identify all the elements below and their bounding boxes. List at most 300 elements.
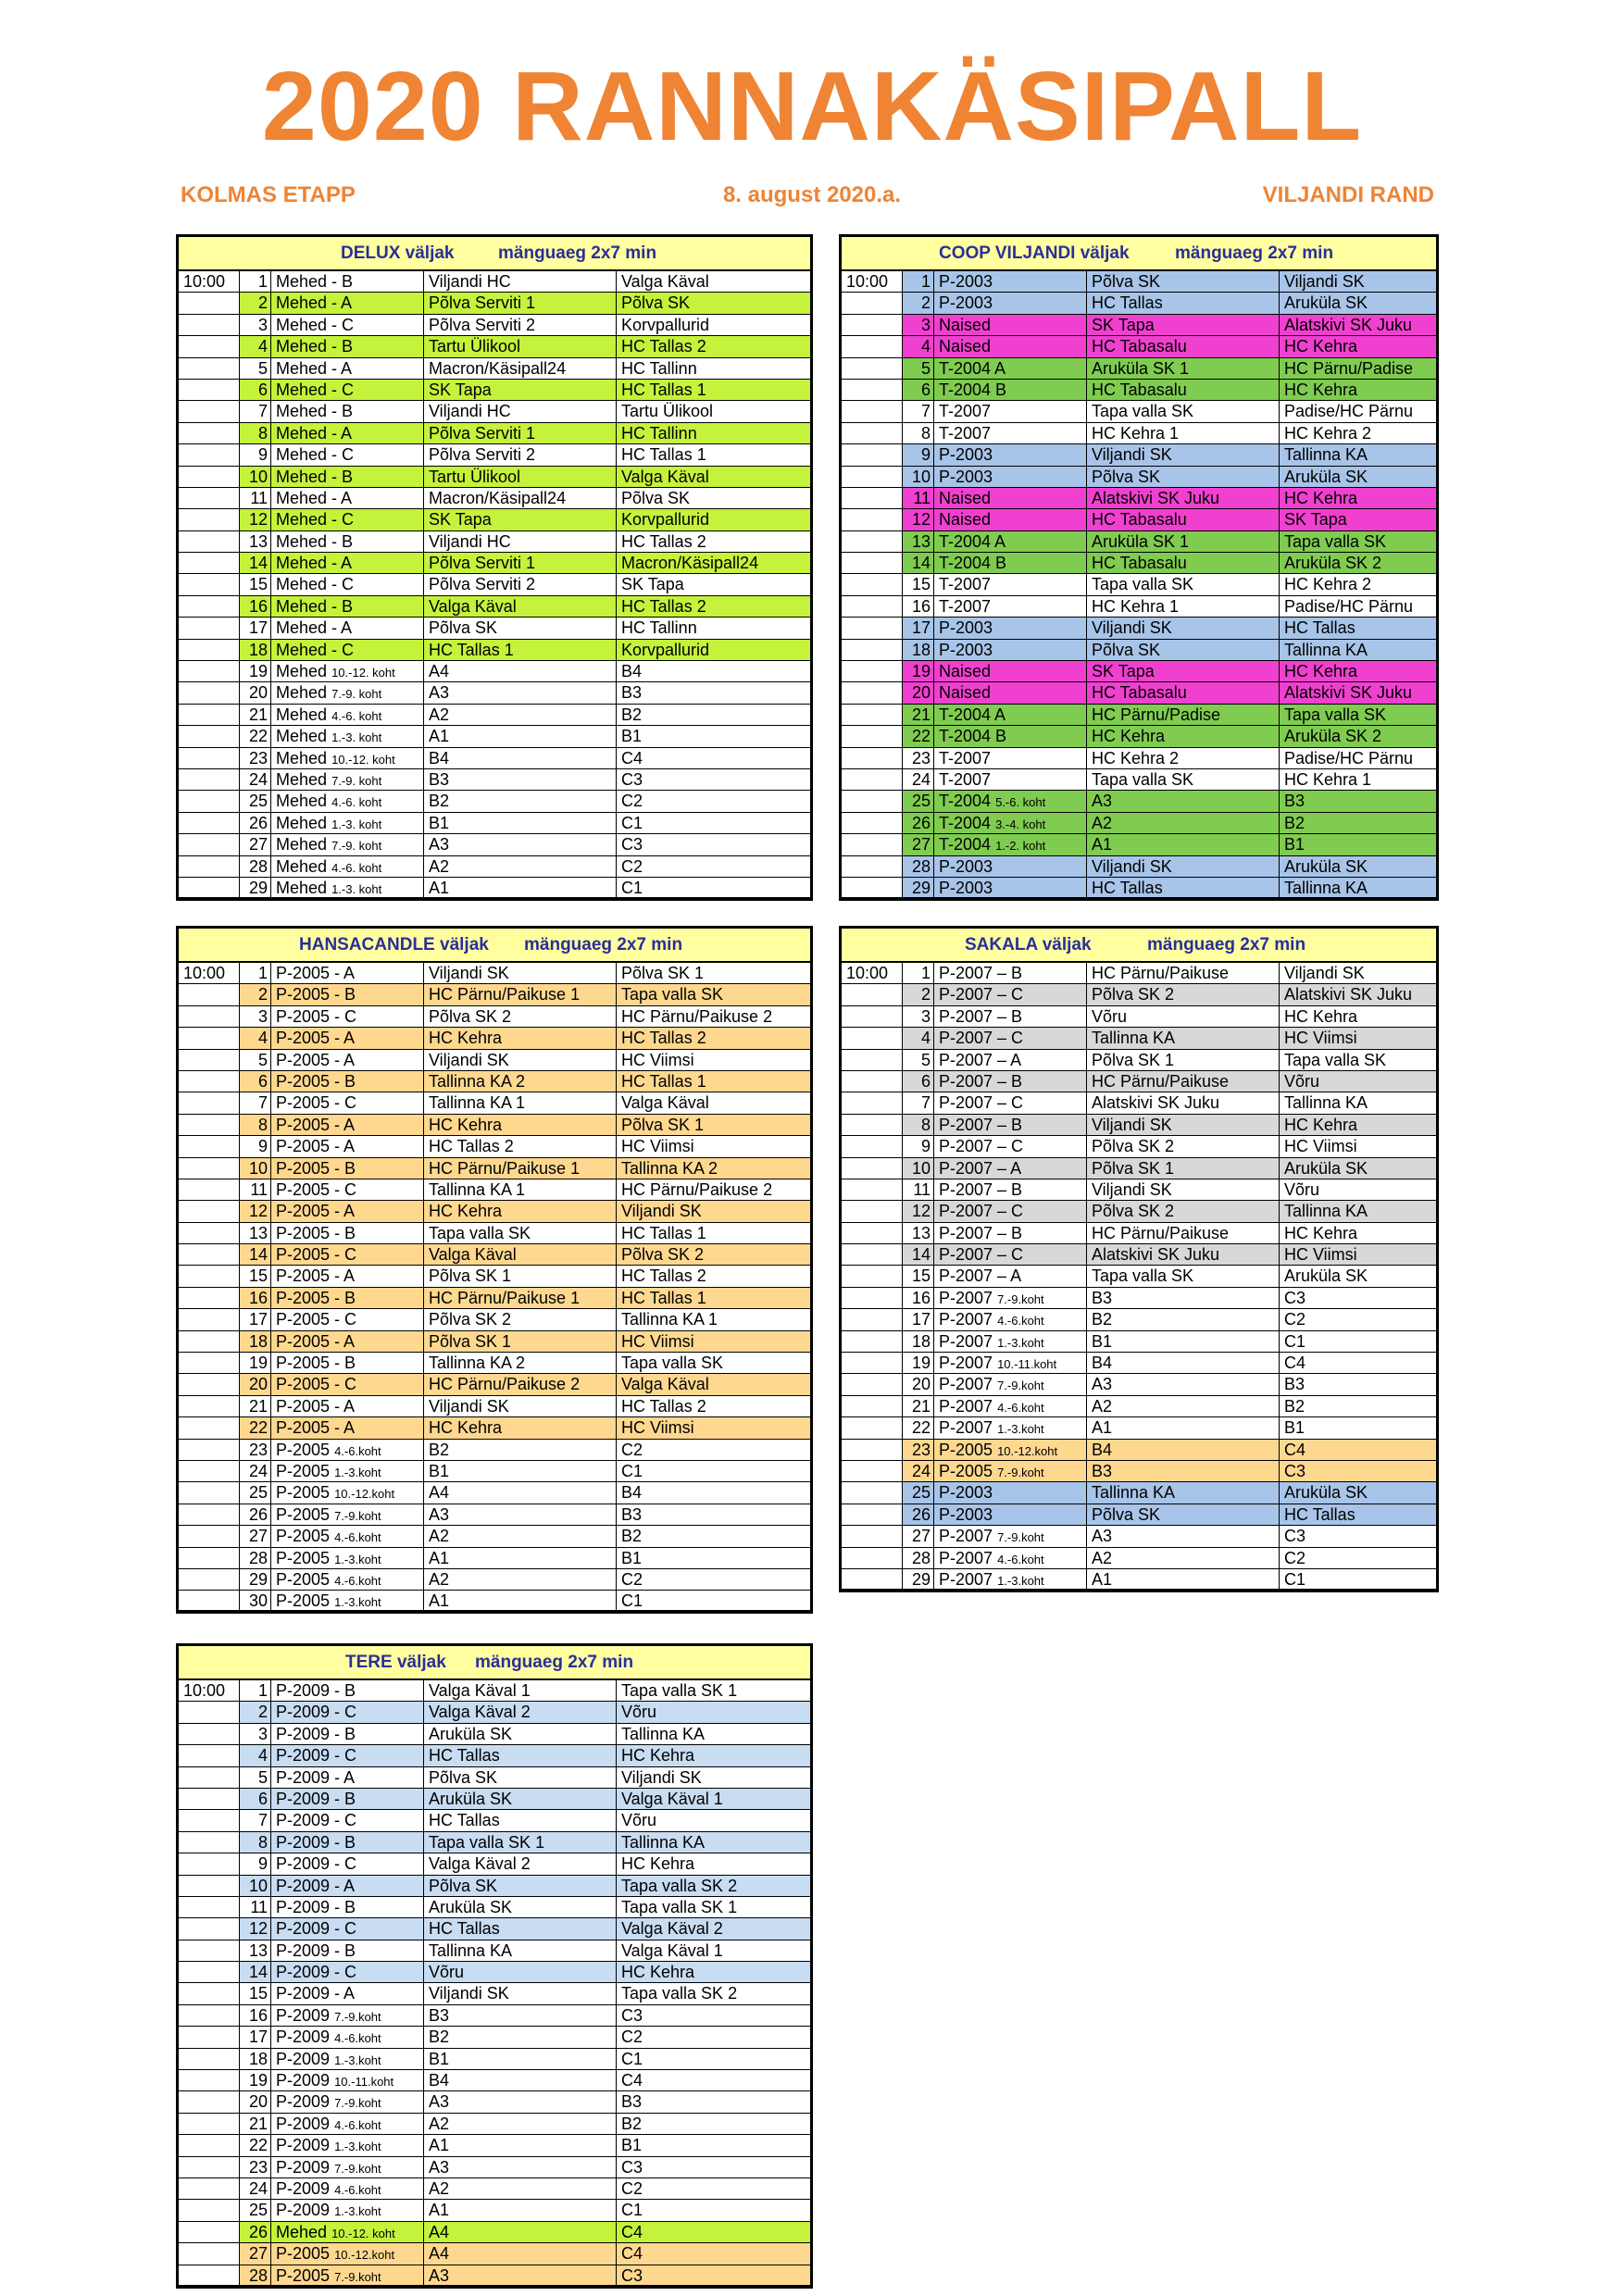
game-number: 21: [903, 1396, 934, 1417]
table-row: [179, 380, 810, 401]
start-time-cell: [842, 682, 903, 704]
game-number: 20: [903, 1374, 934, 1395]
away-team: C3: [617, 2265, 810, 2286]
start-time-cell: [179, 1767, 240, 1789]
category-label: Mehed: [276, 662, 328, 681]
home-team: A2: [1087, 1396, 1280, 1417]
away-team: B2: [1280, 813, 1436, 834]
category-cell: [271, 2222, 424, 2243]
start-time-cell: [179, 2114, 240, 2135]
table-row: [842, 1440, 1436, 1461]
away-team: C4: [617, 2243, 810, 2265]
start-time-cell: [179, 769, 240, 791]
away-team: C2: [617, 2027, 810, 2048]
schedule-table-coop-viljandi: [839, 234, 1439, 901]
venue-name: SAKALA väljak: [965, 935, 1092, 955]
start-time-cell: [179, 596, 240, 618]
category-label: P-2003: [939, 272, 993, 291]
home-team: HC Pärnu/Paikuse 1: [424, 1158, 617, 1179]
game-number: 8: [903, 1115, 934, 1136]
home-team: HC Tabasalu: [1087, 509, 1280, 530]
away-team: Valga Käval 1: [617, 1940, 810, 1962]
start-time-cell: [179, 315, 240, 336]
category-cell: [271, 553, 424, 574]
start-time-cell: [179, 2200, 240, 2221]
away-team: HC Kehra 1: [1280, 769, 1436, 791]
category-cell: [934, 726, 1087, 747]
game-number: 16: [240, 2005, 271, 2027]
start-time-cell: [842, 640, 903, 661]
game-number: 19: [903, 1353, 934, 1374]
category-cell: [271, 748, 424, 769]
category-cell: [934, 769, 1087, 791]
category-cell: [271, 1179, 424, 1201]
game-number: 15: [240, 1266, 271, 1287]
category-label: Mehed - B: [276, 402, 354, 421]
start-time-cell: [179, 1115, 240, 1136]
table-row: [842, 423, 1436, 444]
placement-label: 7.-9. koht: [331, 687, 382, 702]
home-team: HC Tabasalu: [1087, 336, 1280, 357]
table-row: [842, 293, 1436, 314]
home-team: Valga Käval: [424, 596, 617, 618]
placement-label: 10.-12. koht: [331, 752, 395, 767]
category-cell: [271, 1504, 424, 1526]
home-team: A4: [424, 2243, 617, 2265]
table-row: [179, 1504, 810, 1526]
home-team: A4: [424, 661, 617, 682]
start-time-cell: [179, 467, 240, 488]
game-number: 10: [240, 467, 271, 488]
category-label: P-2005: [276, 1527, 331, 1546]
home-team: HC Tabasalu: [1087, 682, 1280, 704]
away-team: C4: [617, 748, 810, 769]
start-time-cell: 10:00: [179, 271, 240, 293]
category-cell: [271, 2027, 424, 2048]
placement-label: 7.-9. koht: [331, 839, 382, 854]
game-number: 16: [903, 1288, 934, 1309]
game-number: 12: [240, 509, 271, 530]
category-cell: [934, 1158, 1087, 1179]
category-cell: [271, 834, 424, 855]
category-label: P-2005 - B: [276, 1071, 356, 1091]
game-number: 18: [240, 2049, 271, 2070]
category-label: P-2005 - A: [276, 1029, 356, 1048]
category-cell: [271, 2070, 424, 2091]
game-number: 18: [903, 640, 934, 661]
away-team: Viljandi SK: [1280, 963, 1436, 984]
category-cell: [271, 984, 424, 1005]
category-cell: [934, 531, 1087, 553]
category-cell: [271, 1266, 424, 1287]
away-team: Valga Käval: [617, 467, 810, 488]
home-team: SK Tapa: [424, 380, 617, 401]
start-time-cell: [179, 984, 240, 1005]
placement-label: 3.-4. koht: [995, 817, 1046, 831]
game-number: 26: [903, 1504, 934, 1526]
event-date: 8. august 2020.a.: [722, 182, 902, 207]
start-time-cell: [842, 1309, 903, 1330]
start-time-cell: 10:00: [842, 271, 903, 293]
table-row: [842, 553, 1436, 574]
away-team: C3: [1280, 1526, 1436, 1547]
start-time-cell: [179, 1266, 240, 1287]
home-team: A2: [424, 1569, 617, 1591]
away-team: B1: [617, 726, 810, 747]
category-label: P-2005: [276, 1569, 331, 1589]
category-cell: [271, 488, 424, 509]
placement-label: 10.-11.koht: [334, 2075, 394, 2090]
start-time-cell: [179, 1006, 240, 1028]
category-label: T-2004: [939, 835, 992, 855]
game-number: 1: [240, 271, 271, 293]
category-label: Mehed - B: [276, 272, 354, 291]
category-label: P-2005: [939, 1461, 993, 1480]
away-team: HC Kehra 2: [1280, 423, 1436, 444]
start-time-cell: [842, 1331, 903, 1353]
category-cell: [271, 1962, 424, 1983]
category-cell: [934, 834, 1087, 855]
placement-label: 4.-6.koht: [334, 2117, 381, 2132]
away-team: B1: [1280, 834, 1436, 855]
category-label: Mehed - B: [276, 596, 354, 616]
placement-label: 1.-3.koht: [334, 1595, 381, 1610]
placement-label: 10.-12.koht: [997, 1443, 1058, 1458]
start-time-cell: [842, 618, 903, 639]
game-number: 25: [240, 1482, 271, 1504]
schedule-table-delux: [176, 234, 813, 901]
game-number: 5: [240, 358, 271, 380]
start-time-cell: [842, 488, 903, 509]
game-number: 16: [903, 596, 934, 618]
table-row: [179, 2005, 810, 2027]
home-team: Alatskivi SK Juku: [1087, 1244, 1280, 1266]
away-team: HC Kehra: [617, 1853, 810, 1875]
away-team: B1: [617, 2135, 810, 2156]
category-cell: [934, 1504, 1087, 1526]
home-team: Põlva SK: [1087, 467, 1280, 488]
category-label: P-2009 - A: [276, 1984, 356, 2003]
start-time-cell: [842, 726, 903, 747]
category-cell: [934, 791, 1087, 812]
category-label: P-2009 - B: [276, 1724, 356, 1743]
table-row: [842, 488, 1436, 509]
start-time-cell: [179, 293, 240, 314]
home-team: HC Tallas: [424, 1745, 617, 1766]
category-label: P-2007: [939, 1375, 993, 1394]
placement-label: 4.-6.koht: [334, 1573, 381, 1588]
start-time-cell: [179, 1810, 240, 1831]
away-team: HC Tallas 2: [617, 1028, 810, 1049]
home-team: HC Tabasalu: [1087, 553, 1280, 574]
category-label: Mehed: [276, 769, 328, 789]
category-label: P-2005: [276, 1483, 331, 1503]
category-cell: [271, 509, 424, 530]
table-row: [842, 1266, 1436, 1287]
away-team: C3: [617, 2005, 810, 2027]
home-team: HC Tallas: [424, 1918, 617, 1940]
table-row: [179, 1680, 810, 1702]
table-row: [842, 358, 1436, 380]
start-time-cell: [179, 2265, 240, 2286]
table-row: [179, 1548, 810, 1569]
game-number: 12: [903, 509, 934, 530]
category-cell: [271, 574, 424, 595]
away-team: B2: [617, 705, 810, 726]
away-team: Aruküla SK: [1280, 293, 1436, 314]
game-number: 27: [240, 2243, 271, 2265]
game-number: 15: [240, 1983, 271, 2004]
away-team: C4: [617, 2222, 810, 2243]
table-row: [842, 401, 1436, 422]
game-number: 29: [240, 878, 271, 898]
table-row: [179, 1940, 810, 1962]
category-label: P-2003: [939, 1483, 993, 1503]
game-number: 8: [240, 1115, 271, 1136]
game-number: 4: [240, 1028, 271, 1049]
category-cell: [271, 1331, 424, 1353]
away-team: Tapa valla SK 2: [617, 1983, 810, 2004]
start-time-cell: [842, 336, 903, 357]
start-time-cell: [179, 1876, 240, 1897]
table-row: [179, 1050, 810, 1071]
home-team: B4: [424, 748, 617, 769]
category-label: P-2007 – B: [939, 1179, 1023, 1199]
start-time-cell: [179, 856, 240, 878]
category-cell: [271, 336, 424, 357]
table-row: [842, 984, 1436, 1005]
home-team: Põlva Serviti 1: [424, 553, 617, 574]
category-label: P-2005 - C: [276, 1179, 357, 1199]
category-cell: [934, 509, 1087, 530]
start-time-cell: [842, 467, 903, 488]
start-time-cell: [179, 1136, 240, 1157]
table-row: [179, 444, 810, 466]
category-label: P-2007 – C: [939, 1029, 1024, 1048]
table-row: [179, 834, 810, 855]
home-team: Tallinna KA 1: [424, 1179, 617, 1201]
away-team: Korvpallurid: [617, 509, 810, 530]
start-time-cell: [842, 1482, 903, 1504]
category-cell: [934, 574, 1087, 595]
home-team: Põlva Serviti 2: [424, 574, 617, 595]
table-row: [179, 315, 810, 336]
category-cell: [271, 1115, 424, 1136]
category-label: T-2004 A: [939, 705, 1006, 724]
category-cell: [271, 1940, 424, 1962]
away-team: SK Tapa: [617, 574, 810, 595]
category-cell: [271, 1028, 424, 1049]
category-cell: [271, 1569, 424, 1591]
category-cell: [271, 640, 424, 661]
home-team: HC Tallas: [1087, 293, 1280, 314]
placement-label: 1.-3.koht: [334, 1552, 381, 1566]
table-row: [179, 748, 810, 769]
category-cell: [271, 856, 424, 878]
category-label: P-2009 - B: [276, 1832, 356, 1852]
category-label: Mehed - C: [276, 510, 355, 530]
placement-label: 1.-3. koht: [331, 730, 382, 745]
game-number: 17: [240, 618, 271, 639]
start-time-cell: [179, 1396, 240, 1417]
category-cell: [934, 1092, 1087, 1114]
category-label: P-2005 - A: [276, 1331, 356, 1351]
game-number: 7: [240, 1810, 271, 1831]
game-number: 9: [240, 1136, 271, 1157]
away-team: HC Tallas: [1280, 1504, 1436, 1526]
table-row: [179, 1179, 810, 1201]
home-team: A4: [424, 2222, 617, 2243]
start-time-cell: [842, 1353, 903, 1374]
away-team: C4: [1280, 1440, 1436, 1461]
start-time-cell: [179, 2157, 240, 2178]
table-row: [179, 984, 810, 1005]
away-team: Valga Käval: [617, 271, 810, 293]
table-row: [179, 705, 810, 726]
game-number: 6: [240, 1071, 271, 1092]
category-cell: [271, 1918, 424, 1940]
game-number: 23: [903, 748, 934, 769]
table-row: [179, 1789, 810, 1810]
home-team: B2: [424, 791, 617, 812]
home-team: Aruküla SK: [424, 1789, 617, 1810]
category-cell: [934, 1396, 1087, 1417]
placement-label: 4.-6.koht: [334, 1530, 381, 1545]
table-row: [179, 1767, 810, 1789]
placement-label: 7.-9.koht: [334, 1508, 381, 1523]
game-number: 7: [903, 401, 934, 422]
category-cell: [934, 1331, 1087, 1353]
table-row: [179, 1201, 810, 1222]
away-team: Võru: [1280, 1179, 1436, 1201]
start-time-cell: [179, 488, 240, 509]
table-row: [179, 1223, 810, 1244]
away-team: C3: [617, 769, 810, 791]
placement-label: 4.-6.koht: [334, 2182, 381, 2197]
game-number: 29: [903, 1569, 934, 1590]
start-time-cell: [179, 1962, 240, 1983]
game-number: 23: [240, 748, 271, 769]
category-label: P-2003: [939, 467, 993, 486]
away-team: HC Kehra: [1280, 661, 1436, 682]
category-cell: [271, 401, 424, 422]
home-team: Põlva SK 2: [1087, 984, 1280, 1005]
schedule-table-tere: [176, 1643, 813, 2289]
home-team: Aruküla SK: [424, 1724, 617, 1745]
game-number: 10: [240, 1158, 271, 1179]
category-cell: [934, 1440, 1087, 1461]
category-label: P-2009 - B: [276, 1940, 356, 1960]
category-label: P-2007 – B: [939, 1071, 1023, 1091]
game-number: 1: [240, 1680, 271, 1702]
home-team: A3: [1087, 1374, 1280, 1395]
start-time-cell: [179, 2049, 240, 2070]
table-row: [842, 467, 1436, 488]
table-row: [842, 1309, 1436, 1330]
away-team: Viljandi SK: [1280, 271, 1436, 293]
home-team: B1: [424, 813, 617, 834]
start-time-cell: [179, 1179, 240, 1201]
category-cell: [271, 2135, 424, 2156]
start-time-cell: [842, 1050, 903, 1071]
category-label: Naised: [939, 315, 992, 334]
game-number: 23: [240, 2157, 271, 2178]
away-team: C2: [617, 1569, 810, 1591]
category-cell: [271, 661, 424, 682]
placement-label: 7.-9.koht: [997, 1292, 1044, 1306]
home-team: HC Kehra: [1087, 726, 1280, 747]
table-row: [842, 1158, 1436, 1179]
category-label: T-2007: [939, 769, 992, 789]
category-cell: [271, 1482, 424, 1504]
category-label: P-2007 – C: [939, 985, 1024, 1004]
home-team: Põlva SK 2: [1087, 1136, 1280, 1157]
table-row: [179, 1244, 810, 1266]
game-number: 3: [240, 1006, 271, 1028]
start-time-cell: [842, 423, 903, 444]
category-label: P-2005: [939, 1440, 993, 1459]
away-team: HC Viimsi: [617, 1050, 810, 1071]
game-number: 20: [240, 1374, 271, 1395]
home-team: A2: [424, 705, 617, 726]
table-row: [842, 856, 1436, 878]
category-label: P-2009 - C: [276, 1703, 357, 1722]
category-cell: [934, 682, 1087, 704]
category-cell: [271, 769, 424, 791]
home-team: Põlva Serviti 2: [424, 315, 617, 336]
start-time-cell: [179, 1309, 240, 1330]
category-label: P-2007: [939, 1527, 993, 1546]
start-time-cell: [842, 1440, 903, 1461]
category-label: Mehed - A: [276, 358, 353, 378]
category-cell: [271, 1745, 424, 1766]
category-cell: [271, 1767, 424, 1789]
game-number: 21: [240, 1396, 271, 1417]
category-cell: [934, 1050, 1087, 1071]
home-team: HC Pärnu/Paikuse: [1087, 1223, 1280, 1244]
home-team: HC Tallas 1: [424, 640, 617, 661]
category-label: P-2005 - B: [276, 1223, 356, 1242]
start-time-cell: 10:00: [179, 963, 240, 984]
placement-label: 4.-6. koht: [331, 860, 382, 875]
away-team: B3: [617, 2091, 810, 2113]
start-time-cell: [842, 769, 903, 791]
category-label: Naised: [939, 337, 992, 356]
category-label: P-2005: [276, 2244, 331, 2264]
category-label: Mehed - C: [276, 575, 355, 594]
away-team: Alatskivi SK Juku: [1280, 682, 1436, 704]
category-label: P-2009 - C: [276, 1854, 357, 1874]
category-label: P-2005 - C: [276, 1006, 357, 1026]
away-team: B3: [617, 1504, 810, 1526]
table-row: [179, 726, 810, 747]
category-label: P-2007 – C: [939, 1137, 1024, 1156]
game-number: 14: [903, 553, 934, 574]
category-cell: [271, 2178, 424, 2200]
placement-label: 5.-6. koht: [995, 795, 1046, 810]
away-team: C2: [1280, 1309, 1436, 1330]
game-number: 23: [240, 1440, 271, 1461]
start-time-cell: 10:00: [179, 1680, 240, 1702]
table-row: [179, 1745, 810, 1766]
placement-label: 10.-12.koht: [334, 2248, 395, 2263]
start-time-cell: [842, 984, 903, 1005]
category-cell: [271, 596, 424, 618]
category-label: Naised: [939, 662, 992, 681]
game-number: 7: [240, 1092, 271, 1114]
start-time-cell: [179, 1526, 240, 1547]
away-team: HC Viimsi: [617, 1331, 810, 1353]
